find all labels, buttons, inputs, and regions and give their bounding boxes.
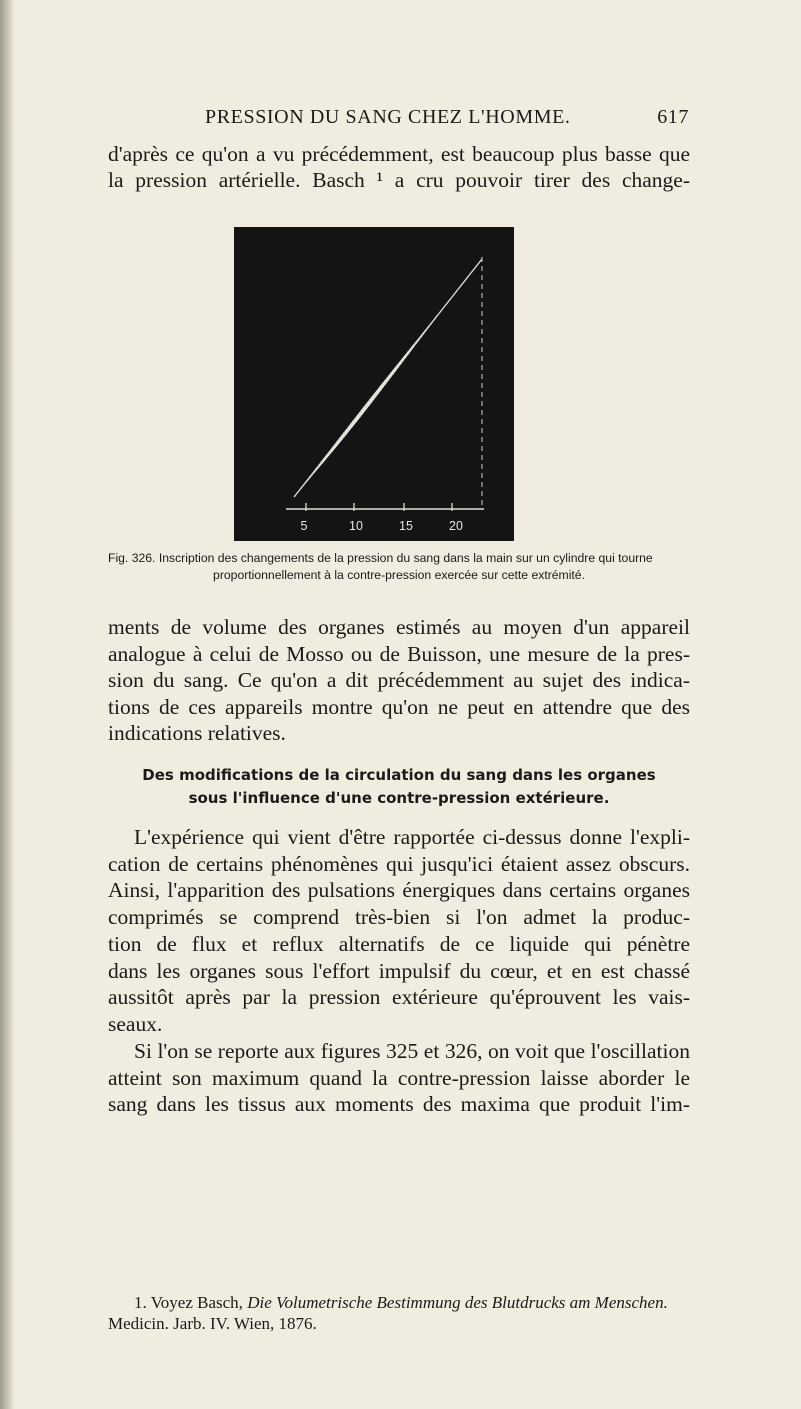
text-line: Ainsi, l'apparition des pulsations énergiques dans certains organes <box>108 878 690 903</box>
paragraph-4 <box>108 1038 690 1118</box>
section-heading-line: Des modifications de la circulation du sang dans les organes <box>142 766 656 784</box>
footnote-author: Voyez Basch, <box>150 1293 243 1312</box>
text-line: sang dans les tissus aux moments des maxima que produit l'im- <box>108 1092 690 1117</box>
text-line: tions de ces appareils montre qu'on ne peut en attendre que des <box>108 694 690 719</box>
text-line: aussitôt après par la pression extérieure qu'éprouvent les vais- <box>108 985 690 1010</box>
text-line: analogue à celui de Mosso ou de Buisson, une mesure de la pres- <box>108 641 690 666</box>
text-line: Si l'on se reporte aux figures 325 et 326, on voit que l'oscillation <box>134 1039 690 1063</box>
figure-326-pressure-tracing <box>234 227 514 541</box>
envelope-line <box>294 259 482 497</box>
page-number: 617 <box>657 106 689 128</box>
footnote-title: Die Volumetrische Bestimmung des Blutdrucks am Menschen. <box>247 1293 668 1312</box>
caption-text: Inscription des changements de la pression du sang dans la main sur un cylindre qui tourne <box>158 551 653 565</box>
tick-label: 20 <box>449 519 463 533</box>
text-line: la pression artérielle. Basch ¹ a cru pouvoir tirer des change- <box>108 168 690 193</box>
text-line: indications relatives. <box>108 721 286 746</box>
section-heading-line: sous l'influence d'une contre-pression extérieure. <box>188 789 610 807</box>
text-line: ments de volume des organes estimés au moyen d'un appareil <box>108 615 690 639</box>
running-head <box>205 106 689 132</box>
footnote-line-2: Medicin. Jarb. IV. Wien, 1876. <box>108 1313 317 1333</box>
footnote-marker: 1. <box>134 1293 147 1312</box>
text-line: cation de certains phénomènes qui jusqu'ici étaient assez obscurs. <box>108 851 690 876</box>
caption-line-2: proportionnellement à la contre-pression exercée sur cette extrémité. <box>213 568 585 582</box>
text-line: d'après ce qu'on a vu précédemment, est beaucoup plus basse que <box>108 142 690 166</box>
text-line: L'expérience qui vient d'être rapportée ci-dessus donne l'expli- <box>134 825 690 849</box>
tracing-illustration <box>234 227 514 541</box>
running-head-title: PRESSION DU SANG CHEZ L'HOMME. <box>205 106 571 128</box>
tick-label: 5 <box>300 519 308 533</box>
paragraph-2 <box>108 614 690 747</box>
tick-label: 15 <box>399 519 413 533</box>
text-line: dans les organes sous l'effort impulsif du cœur, et en est chassé <box>108 958 690 983</box>
figure-caption <box>108 550 690 584</box>
text-line: atteint son maximum quand la contre-pression laisse aborder le <box>108 1065 690 1090</box>
paragraph-1 <box>108 141 690 194</box>
text-line: sion du sang. Ce qu'on a dit précédemment au sujet des indica- <box>108 668 690 693</box>
text-line: tion de flux et reflux alternatifs de ce liquide qui pénètre <box>108 931 690 956</box>
paragraph-3 <box>108 824 690 1038</box>
caption-label: Fig. 326. <box>108 551 156 565</box>
footnote-line-1 <box>108 1293 690 1314</box>
caption-line-1 <box>108 550 690 567</box>
tick-label: 10 <box>349 519 363 533</box>
text-line: seaux. <box>108 1011 163 1036</box>
footnote <box>108 1293 690 1334</box>
text-line: comprimés se comprend très-bien si l'on admet la produc- <box>108 905 690 930</box>
section-heading <box>108 764 690 810</box>
